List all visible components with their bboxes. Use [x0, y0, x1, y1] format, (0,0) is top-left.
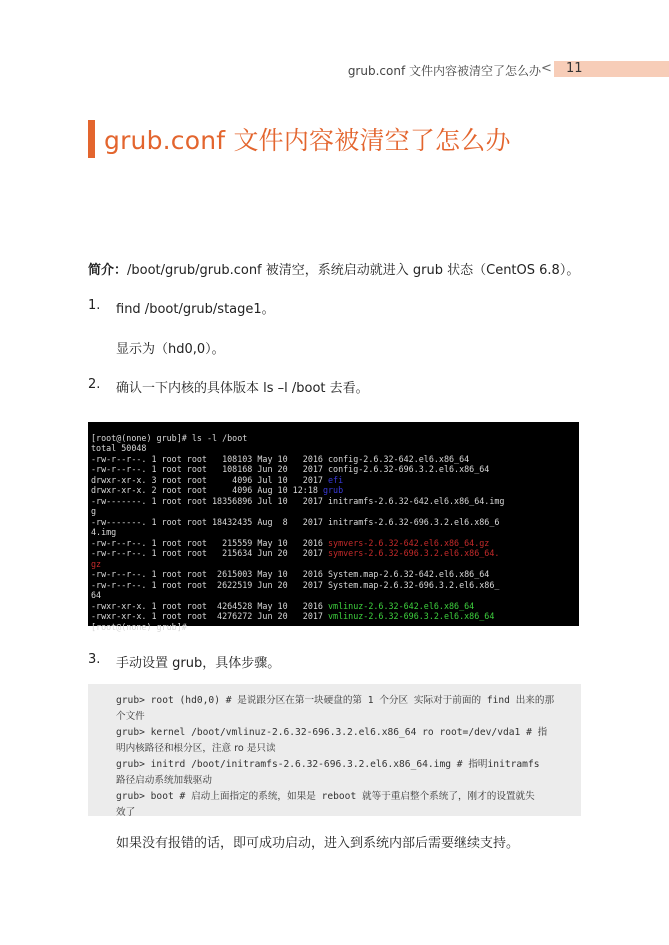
terminal-segment: 4.img: [91, 527, 117, 537]
terminal-line: [91, 506, 579, 517]
code-line-kernel: grub> kernel /boot/vmlinuz-2.6.32-696.3.2.el6.x86_64 ro root=/dev/vda1 # 指: [116, 727, 548, 738]
step-1-subtext: 显示为（hd0,0）。: [116, 342, 225, 357]
step-2-text: 确认一下内核的具体版本 ls –l /boot 去看。: [116, 381, 369, 396]
terminal-segment: -rw-------. 1 root root 18432435 Aug 8 2017 initramfs-2.6.32-696.3.2.el6.x86_6: [91, 516, 500, 527]
terminal-segment: -rw-r--r--. 1 root root 2622519 Jun 20 2017 System.map-2.6.32-696.3.2.el6.x86_: [91, 579, 500, 590]
step-1-text: find /boot/grub/stage1。: [116, 302, 275, 317]
terminal-segment: gz: [91, 558, 102, 569]
code-line-boot-continued: 效了: [116, 807, 136, 818]
step-1-number: 1.: [88, 298, 101, 313]
terminal-line: [91, 422, 579, 433]
terminal-segment: -rw-r--r--. 1 root root 215559 May 10 2016: [91, 537, 328, 548]
intro-label: 简介：: [88, 263, 128, 278]
terminal-segment: -rw-r--r--. 1 root root 215634 Jun 20 2017: [91, 548, 328, 558]
terminal-line: [91, 601, 579, 612]
title-accent-bar: [88, 120, 95, 158]
running-header-title: grub.conf 文件内容被清空了怎么办: [347, 64, 541, 78]
terminal-segment: -rw-r--r--. 1 root root 108103 May 10 2016 config-2.6.32-642.el6.x86_64: [91, 453, 470, 464]
terminal-segment: [91, 422, 106, 432]
terminal-line: [91, 611, 579, 622]
terminal-segment: grub: [322, 485, 344, 495]
running-header-separator: <: [541, 61, 552, 76]
code-line-kernel-continued: 明内核路径和根分区，注意 ro 是只读: [116, 743, 276, 754]
terminal-line: [91, 590, 579, 601]
terminal-segment: symvers-2.6.32-696.3.2.el6.x86_64.: [327, 548, 500, 558]
page-title: grub.conf 文件内容被清空了怎么办: [104, 126, 511, 155]
step-3-text: 手动设置 grub，具体步骤。: [116, 656, 281, 671]
terminal-segment: -rw-r--r--. 1 root root 2615003 May 10 2016 System.map-2.6.32-642.el6.x86_64: [91, 569, 490, 579]
terminal-segment: efi: [327, 474, 344, 485]
terminal-screenshot: [88, 422, 579, 632]
terminal-line: [91, 622, 579, 633]
terminal-segment: symvers-2.6.32-642.el6.x86_64.gz: [327, 537, 490, 548]
terminal-line: [91, 559, 579, 570]
terminal-segment: g: [91, 506, 97, 516]
code-line-root-continued: 个文件: [116, 711, 145, 722]
terminal-segment: -rwxr-xr-x. 1 root root 4264528 May 10 2016: [91, 600, 328, 611]
terminal-segment: vmlinuz-2.6.32-696.3.2.el6.x86_64: [327, 611, 495, 621]
terminal-line: [91, 527, 579, 538]
terminal-segment: drwxr-xr-x. 3 root root 4096 Jul 10 2017: [91, 474, 328, 485]
terminal-segment: -rw-r--r--. 1 root root 108168 Jun 20 2017 config-2.6.32-696.3.2.el6.x86_64: [91, 464, 490, 474]
grub-command-block: [88, 684, 581, 816]
terminal-line: [91, 443, 579, 454]
terminal-segment: -rw-------. 1 root root 18356896 Jul 10 2017 initramfs-2.6.32-642.el6.x86_64.img: [91, 495, 505, 506]
terminal-line: [91, 538, 579, 549]
terminal-segment: -rwxr-xr-x. 1 root root 4276272 Jun 20 2017: [91, 611, 328, 621]
terminal-line: [91, 569, 579, 580]
page-number: 11: [566, 61, 583, 76]
code-line-boot: grub> boot # 启动上面指定的系统，如果是 reboot 就等于重启整个系统了，刚才的设置就失: [116, 791, 535, 802]
terminal-line: [91, 496, 579, 507]
closing-paragraph: 如果没有报错的话，即可成功启动，进入到系统内部后需要继续支持。: [116, 836, 520, 851]
terminal-line: [91, 475, 579, 486]
terminal-line: [91, 454, 579, 465]
terminal-segment: drwxr-xr-x. 2 root root 4096 Aug 10 12:18: [91, 485, 323, 495]
terminal-segment: [root@(none) grub]# ls -l /boot: [91, 432, 248, 443]
terminal-segment: [root@(none) grub]#: [91, 621, 192, 632]
terminal-line: [91, 517, 579, 528]
page-number-box: [554, 61, 669, 77]
terminal-line: [91, 580, 579, 591]
terminal-segment: 64: [91, 590, 102, 600]
terminal-line: [91, 548, 579, 559]
terminal-segment: vmlinuz-2.6.32-642.el6.x86_64: [327, 600, 475, 611]
intro-paragraph: [88, 259, 579, 278]
code-line-root: grub> root (hd0,0) # 是说跟分区在第一块硬盘的第 1 个分区 实际对于前面的 find 出来的那: [116, 695, 555, 706]
terminal-segment: total 50048: [91, 443, 147, 453]
step-2-number: 2.: [88, 377, 101, 392]
code-line-initrd-continued: 路径启动系统加载驱动: [116, 775, 212, 786]
step-3-number: 3.: [88, 652, 101, 667]
terminal-line: [91, 433, 579, 444]
intro-text: /boot/grub/grub.conf 被清空，系统启动就进入 grub 状态（CentOS 6.8）。: [127, 263, 580, 278]
running-header: [0, 61, 669, 79]
terminal-line: [91, 485, 579, 496]
terminal-line: [91, 464, 579, 475]
code-line-initrd: grub> initrd /boot/initramfs-2.6.32-696.3.2.el6.x86_64.img # 指明initramfs: [116, 759, 540, 770]
